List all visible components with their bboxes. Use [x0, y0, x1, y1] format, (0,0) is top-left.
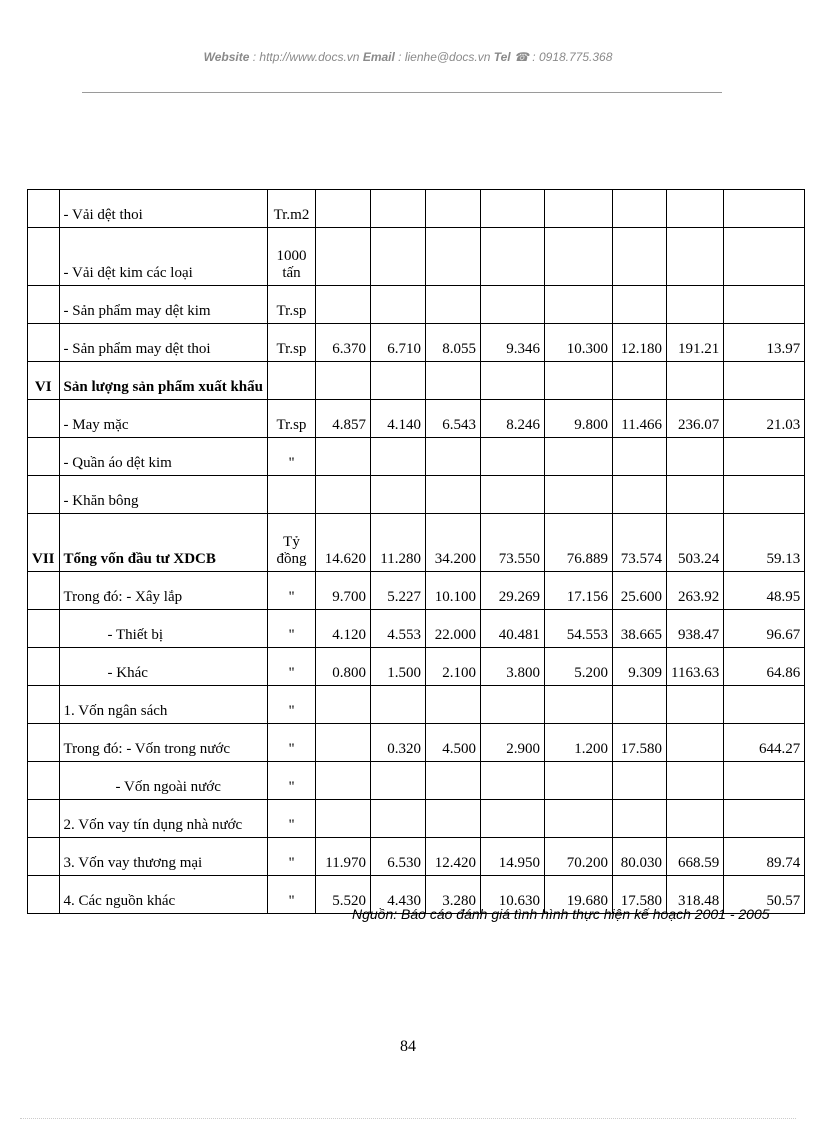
row-value-cell	[545, 286, 613, 324]
row-value-cell	[667, 228, 724, 286]
table-body	[28, 190, 805, 914]
row-value-cell: 6.370	[316, 324, 371, 362]
row-value-cell: 19.680	[545, 876, 613, 914]
header-divider	[82, 92, 722, 93]
page-number: 84	[400, 1038, 416, 1055]
row-item-label: Trong đó: - Vốn trong nước	[59, 724, 267, 762]
row-value-cell	[481, 362, 545, 400]
table-row	[28, 648, 805, 686]
row-item-label: - Khăn bông	[59, 476, 267, 514]
row-value-cell: 21.03	[724, 400, 805, 438]
row-value-cell	[545, 686, 613, 724]
phone-icon: ☎	[514, 50, 529, 64]
row-value-cell: 10.100	[426, 572, 481, 610]
row-number	[28, 800, 60, 838]
row-value-cell: 11.970	[316, 838, 371, 876]
row-value-cell	[481, 762, 545, 800]
row-number	[28, 286, 60, 324]
row-value-cell	[613, 190, 667, 228]
row-number	[28, 190, 60, 228]
row-number	[28, 724, 60, 762]
row-unit: "	[268, 800, 316, 838]
row-value-cell	[613, 362, 667, 400]
row-number	[28, 610, 60, 648]
row-value-cell: 8.246	[481, 400, 545, 438]
table-row	[28, 438, 805, 476]
table-row	[28, 286, 805, 324]
row-item-label: 1. Vốn ngân sách	[59, 686, 267, 724]
row-unit: 1000 tấn	[268, 228, 316, 286]
row-value-cell: 1.500	[371, 648, 426, 686]
row-value-cell: 12.180	[613, 324, 667, 362]
row-unit: "	[268, 838, 316, 876]
row-value-cell: 4.500	[426, 724, 481, 762]
row-number	[28, 838, 60, 876]
website-value[interactable]: : http://www.docs.vn	[252, 50, 360, 64]
row-value-cell: 263.92	[667, 572, 724, 610]
row-value-cell	[426, 800, 481, 838]
row-value-cell: 4.553	[371, 610, 426, 648]
row-value-cell	[316, 476, 371, 514]
row-value-cell	[371, 686, 426, 724]
row-value-cell: 6.530	[371, 838, 426, 876]
row-item-label: - Sản phẩm may dệt thoi	[59, 324, 267, 362]
row-value-cell: 73.550	[481, 514, 545, 572]
row-value-cell: 14.620	[316, 514, 371, 572]
row-number	[28, 400, 60, 438]
row-unit: "	[268, 438, 316, 476]
row-value-cell	[371, 286, 426, 324]
row-value-cell: 4.857	[316, 400, 371, 438]
row-value-cell	[426, 286, 481, 324]
row-value-cell: 10.300	[545, 324, 613, 362]
row-item-label: 3. Vốn vay thương mại	[59, 838, 267, 876]
row-value-cell	[545, 228, 613, 286]
row-value-cell	[481, 686, 545, 724]
row-value-cell: 96.67	[724, 610, 805, 648]
row-item-label: - Thiết bị	[59, 610, 267, 648]
row-value-cell: 17.580	[613, 724, 667, 762]
row-value-cell	[724, 190, 805, 228]
row-value-cell	[545, 476, 613, 514]
row-value-cell: 938.47	[667, 610, 724, 648]
row-unit: "	[268, 610, 316, 648]
row-value-cell: 14.950	[481, 838, 545, 876]
row-value-cell: 3.800	[481, 648, 545, 686]
row-value-cell	[545, 190, 613, 228]
row-value-cell	[545, 762, 613, 800]
row-value-cell	[667, 686, 724, 724]
row-unit: "	[268, 572, 316, 610]
row-value-cell: 9.800	[545, 400, 613, 438]
row-number	[28, 438, 60, 476]
row-number	[28, 572, 60, 610]
row-value-cell: 13.97	[724, 324, 805, 362]
row-value-cell	[667, 362, 724, 400]
row-value-cell: 50.57	[724, 876, 805, 914]
table-row	[28, 400, 805, 438]
row-value-cell: 59.13	[724, 514, 805, 572]
row-value-cell	[667, 190, 724, 228]
row-value-cell: 80.030	[613, 838, 667, 876]
row-unit: "	[268, 762, 316, 800]
row-value-cell: 5.520	[316, 876, 371, 914]
row-value-cell: 2.100	[426, 648, 481, 686]
row-number	[28, 648, 60, 686]
row-value-cell: 4.120	[316, 610, 371, 648]
row-value-cell: 9.700	[316, 572, 371, 610]
page-header	[0, 50, 816, 64]
row-value-cell	[724, 686, 805, 724]
row-unit: Tr.m2	[268, 190, 316, 228]
row-value-cell: 9.309	[613, 648, 667, 686]
row-item-label: - Sản phẩm may dệt kim	[59, 286, 267, 324]
row-unit: Tr.sp	[268, 324, 316, 362]
row-value-cell	[667, 724, 724, 762]
row-value-cell	[667, 286, 724, 324]
row-unit: Tr.sp	[268, 400, 316, 438]
row-value-cell	[371, 762, 426, 800]
tel-label: Tel	[493, 50, 511, 64]
table-row	[28, 686, 805, 724]
row-number	[28, 228, 60, 286]
row-value-cell: 1163.63	[667, 648, 724, 686]
row-value-cell	[545, 800, 613, 838]
row-value-cell: 644.27	[724, 724, 805, 762]
row-value-cell	[371, 800, 426, 838]
row-value-cell	[426, 190, 481, 228]
source-note: Nguồn: Báo cáo đánh giá tình hình thực hiện kế hoạch 2001 - 2005	[352, 906, 770, 922]
row-value-cell: 29.269	[481, 572, 545, 610]
row-value-cell	[371, 190, 426, 228]
table-row	[28, 838, 805, 876]
row-value-cell	[426, 686, 481, 724]
table-row	[28, 514, 805, 572]
row-value-cell: 17.580	[613, 876, 667, 914]
row-value-cell: 25.600	[613, 572, 667, 610]
row-value-cell	[667, 800, 724, 838]
table-row	[28, 724, 805, 762]
row-value-cell: 70.200	[545, 838, 613, 876]
row-unit	[268, 476, 316, 514]
row-value-cell: 11.280	[371, 514, 426, 572]
row-value-cell	[613, 476, 667, 514]
row-value-cell	[613, 438, 667, 476]
row-value-cell	[724, 800, 805, 838]
table-row	[28, 362, 805, 400]
row-value-cell: 0.320	[371, 724, 426, 762]
row-item-label: Trong đó: - Xây lắp	[59, 572, 267, 610]
row-item-label: - Vải dệt thoi	[59, 190, 267, 228]
tel-value: : 0918.775.368	[532, 50, 613, 64]
row-value-cell: 11.466	[613, 400, 667, 438]
row-value-cell	[316, 438, 371, 476]
row-number	[28, 686, 60, 724]
row-value-cell: 4.140	[371, 400, 426, 438]
row-value-cell	[371, 438, 426, 476]
table-row	[28, 476, 805, 514]
row-item-label: - Quần áo dệt kim	[59, 438, 267, 476]
row-value-cell: 2.900	[481, 724, 545, 762]
table-row	[28, 190, 805, 228]
row-value-cell	[724, 228, 805, 286]
row-item-label: 2. Vốn vay tín dụng nhà nước	[59, 800, 267, 838]
row-unit	[268, 362, 316, 400]
row-value-cell: 191.21	[667, 324, 724, 362]
row-number: VII	[28, 514, 60, 572]
row-value-cell	[724, 762, 805, 800]
row-value-cell	[371, 228, 426, 286]
table-row	[28, 800, 805, 838]
row-value-cell: 503.24	[667, 514, 724, 572]
row-value-cell: 5.200	[545, 648, 613, 686]
row-value-cell: 6.710	[371, 324, 426, 362]
email-value[interactable]: : lienhe@docs.vn	[398, 50, 491, 64]
row-unit: "	[268, 876, 316, 914]
website-label: Website	[203, 50, 250, 64]
row-item-label: - Khác	[59, 648, 267, 686]
row-value-cell	[426, 228, 481, 286]
row-value-cell: 3.280	[426, 876, 481, 914]
row-value-cell	[667, 762, 724, 800]
row-number	[28, 324, 60, 362]
row-value-cell	[316, 228, 371, 286]
row-value-cell	[316, 724, 371, 762]
row-value-cell: 73.574	[613, 514, 667, 572]
row-value-cell: 34.200	[426, 514, 481, 572]
row-value-cell	[316, 762, 371, 800]
row-value-cell	[724, 476, 805, 514]
row-value-cell	[667, 438, 724, 476]
row-number	[28, 476, 60, 514]
row-value-cell: 89.74	[724, 838, 805, 876]
row-value-cell	[481, 228, 545, 286]
table-row	[28, 324, 805, 362]
row-value-cell: 5.227	[371, 572, 426, 610]
row-value-cell: 64.86	[724, 648, 805, 686]
row-value-cell: 0.800	[316, 648, 371, 686]
row-value-cell	[426, 762, 481, 800]
row-item-label: - Vải dệt kim các loại	[59, 228, 267, 286]
row-item-label: - May mặc	[59, 400, 267, 438]
row-value-cell: 4.430	[371, 876, 426, 914]
row-unit: Tỷ đồng	[268, 514, 316, 572]
row-value-cell: 10.630	[481, 876, 545, 914]
investment-table	[27, 189, 805, 914]
table-row	[28, 762, 805, 800]
row-value-cell	[481, 476, 545, 514]
row-value-cell: 9.346	[481, 324, 545, 362]
row-value-cell: 76.889	[545, 514, 613, 572]
row-value-cell	[316, 190, 371, 228]
row-value-cell: 12.420	[426, 838, 481, 876]
row-number: VI	[28, 362, 60, 400]
row-value-cell	[545, 362, 613, 400]
row-number	[28, 876, 60, 914]
row-value-cell	[613, 800, 667, 838]
row-unit: "	[268, 648, 316, 686]
row-value-cell	[371, 362, 426, 400]
row-value-cell	[316, 800, 371, 838]
row-value-cell	[724, 362, 805, 400]
row-value-cell	[316, 286, 371, 324]
row-unit: Tr.sp	[268, 286, 316, 324]
row-value-cell: 236.07	[667, 400, 724, 438]
row-value-cell	[481, 286, 545, 324]
row-value-cell	[545, 438, 613, 476]
row-value-cell	[426, 362, 481, 400]
row-value-cell	[481, 190, 545, 228]
row-value-cell	[481, 438, 545, 476]
row-item-label: Sản lượng sản phẩm xuất khẩu	[59, 362, 267, 400]
row-value-cell: 668.59	[667, 838, 724, 876]
row-value-cell: 318.48	[667, 876, 724, 914]
row-value-cell	[316, 686, 371, 724]
row-value-cell	[613, 686, 667, 724]
row-unit: "	[268, 686, 316, 724]
table-row	[28, 610, 805, 648]
row-value-cell: 22.000	[426, 610, 481, 648]
row-value-cell	[426, 476, 481, 514]
row-value-cell	[667, 476, 724, 514]
row-item-label: Tổng vốn đầu tư XDCB	[59, 514, 267, 572]
row-value-cell	[724, 438, 805, 476]
email-label: Email	[362, 50, 395, 64]
row-value-cell	[724, 286, 805, 324]
row-value-cell: 38.665	[613, 610, 667, 648]
row-unit: "	[268, 724, 316, 762]
row-value-cell: 6.543	[426, 400, 481, 438]
row-value-cell: 40.481	[481, 610, 545, 648]
row-value-cell: 1.200	[545, 724, 613, 762]
table-row	[28, 228, 805, 286]
row-value-cell	[481, 800, 545, 838]
row-value-cell: 54.553	[545, 610, 613, 648]
footer-divider	[20, 1118, 796, 1119]
row-number	[28, 762, 60, 800]
row-value-cell	[613, 762, 667, 800]
row-value-cell	[426, 438, 481, 476]
row-item-label: - Vốn ngoài nước	[59, 762, 267, 800]
table-row	[28, 572, 805, 610]
row-value-cell: 8.055	[426, 324, 481, 362]
row-value-cell	[371, 476, 426, 514]
row-value-cell	[316, 362, 371, 400]
row-value-cell	[613, 286, 667, 324]
row-value-cell	[613, 228, 667, 286]
row-value-cell: 48.95	[724, 572, 805, 610]
row-value-cell: 17.156	[545, 572, 613, 610]
row-item-label: 4. Các nguồn khác	[59, 876, 267, 914]
